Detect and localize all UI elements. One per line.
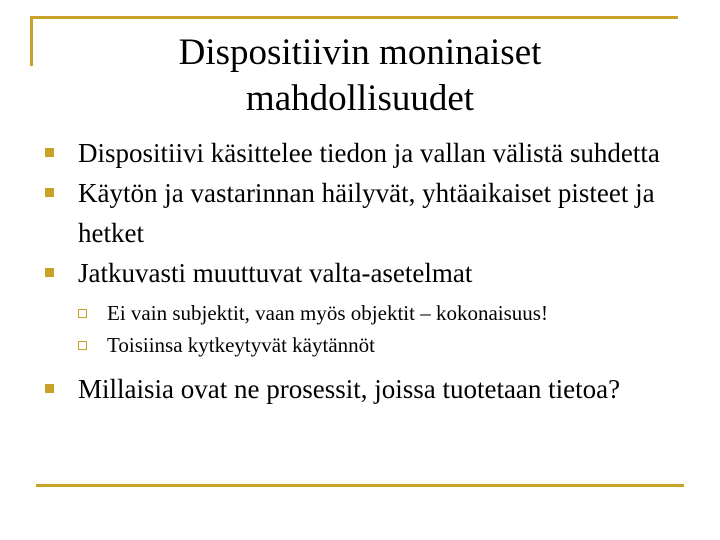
sub-bullet-text: Ei vain subjektit, vaan myös objektit – kokonaisuus! xyxy=(107,301,548,325)
sub-bullet-item xyxy=(40,329,700,361)
bullet-text: Käytön ja vastarinnan häilyvät, yhtäaikaiset pisteet ja hetket xyxy=(78,178,655,248)
bullet-text: Dispositiivi käsittelee tiedon ja vallan välistä suhdetta xyxy=(78,138,660,168)
sub-bullet-text: Toisiinsa kytkeytyvät käytännöt xyxy=(107,333,375,357)
bullet-item xyxy=(40,133,700,173)
left-border-line xyxy=(30,16,33,66)
square-bullet-icon xyxy=(45,148,54,157)
square-bullet-icon xyxy=(45,268,54,277)
bullet-item xyxy=(40,369,700,409)
square-bullet-icon xyxy=(45,384,54,393)
hollow-square-bullet-icon xyxy=(78,341,87,350)
bullet-item xyxy=(40,173,700,253)
square-bullet-icon xyxy=(45,188,54,197)
bullet-list xyxy=(40,133,700,409)
bullet-text: Millaisia ovat ne prosessit, joissa tuotetaan tietoa? xyxy=(78,374,621,404)
bottom-border-line xyxy=(36,484,684,487)
sub-bullet-list xyxy=(40,297,700,361)
slide-title: Dispositiivin moninaiset mahdollisuudet xyxy=(178,32,542,119)
hollow-square-bullet-icon xyxy=(78,309,87,318)
bullet-item xyxy=(40,253,700,293)
bullet-text: Jatkuvasti muuttuvat valta-asetelmat xyxy=(78,258,473,288)
sub-bullet-item xyxy=(40,297,700,329)
top-border-line xyxy=(30,16,678,19)
